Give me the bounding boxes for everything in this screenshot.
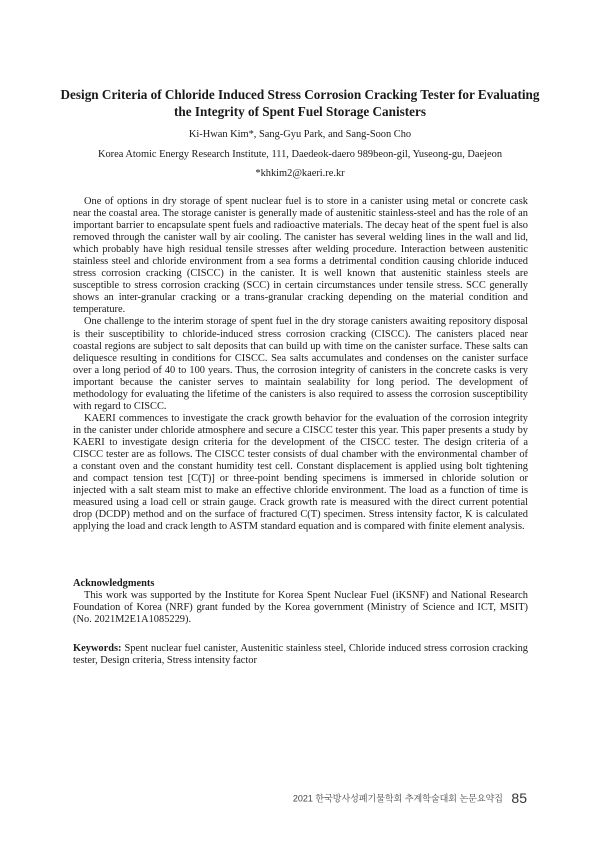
abstract-body [73, 196, 528, 533]
page-number: 85 [511, 789, 527, 806]
body-paragraph-2: One challenge to the interim storage of spent fuel in the dry storage canisters awaiting repository disposal is their susceptibility to chloride-induced stress corrosion cracking (CISCC). The canisters placed near coastal regions are subject to salt deposits that can build up with time on the canister surface. These salts can deliquesce resulting in conditions for CISCC. Sea salts accumulates and condenses on the canister surface over a long period of 40 to 100 years. Thus, the corrosion integrity of canisters in the concrete casks is very important because the canister serves to maintain sealability for long period. The development of methodology for evaluating the lifetime of the canisters is also required to assess the corrosion susceptibility with regard to CISCC. [73, 316, 528, 412]
body-paragraph-3: KAERI commences to investigate the crack growth behavior for the evaluation of the corrosion integrity in the canister under chloride atmosphere and secure a CISCC tester this year. This paper presents a study by KAERI to investigate design criteria for the development of the CISCC tester. The design criteria of a CISCC tester are as follows. The CISCC tester consists of dual chamber with the environmental chamber of a constant oven and the constant humidity test cell. Constant displacement is applied using bolt tightening and compact tension test [C(T)] or three-point bending specimens is immersed in chloride solution or injected with a salt steam mist to make an effective chloride environment. The load as a function of time is measured using a load cell or strain gauge. Crack growth rate is measured with the direct current potential drop (DCDP) method and on the surface of fractured C(T) specimen. Stress intensity factor, K is calculated applying the load and crack length to ASTM standard equation and is compared with finite element analysis. [73, 412, 528, 533]
author-list: Ki-Hwan Kim*, Sang-Gyu Park, and Sang-Soon Cho [188, 129, 412, 140]
footer-proceedings-title: 2021 한국방사성폐기물학회 추계학술대회 논문요약집 [292, 793, 503, 804]
acknowledgments-heading: Acknowledgments [73, 578, 155, 589]
acknowledgments-text: This work was supported by the Institute for Korea Spent Nuclear Fuel (iKSNF) and National Research Foundation of Korea (NRF) grant funded by the Korea government (Ministry of Science and ICT, MSIT) (No. 2021M2E1A1085229). [73, 590, 528, 626]
paper-title: Design Criteria of Chloride Induced Stress Corrosion Cracking Tester for Evaluating the Integrity of Spent Fuel Storage Canisters [60, 87, 540, 119]
keywords-text: Spent nuclear fuel canister, Austenitic stainless steel, Chloride induced stress corrosion cracking tester, Design criteria, Stress intensity factor [73, 643, 528, 667]
body-paragraph-1: One of options in dry storage of spent nuclear fuel is to store in a canister using metal or concrete cask near the coastal area. The storage canister is generally made of austenitic stainless-steel and has the role of an important barrier to encapsulate spent fuels and radioactive materials. The decay heat of the spent fuel is also removed through the canister wall by air cooling. The canister has several welding lines in the wall and lid, which probably have high residual tensile stresses after welding procedure. Interaction between austenitic stainless steel and chloride environment from a sea forms a detrimental condition causing chloride induced stress corrosion cracking (CISCC) in the canister. It is well known that austenitic stainless steels are susceptible to stress corrosion cracking (SCC) in certain circumstances under tensile stress. SCC generally shows an inter-granular cracking or a trans-granular cracking depending on the material condition and temperature. [73, 196, 528, 316]
affiliation: Korea Atomic Energy Research Institute, 111, Daedeok-daero 989beon-gil, Yuseong-gu, Daejeon [97, 149, 503, 160]
keywords-label: Keywords: [73, 643, 122, 654]
corresponding-email: *khkim2@kaeri.re.kr [255, 168, 345, 179]
keywords-section [73, 643, 528, 667]
page-footer [293, 789, 527, 807]
acknowledgments-section [73, 578, 528, 626]
